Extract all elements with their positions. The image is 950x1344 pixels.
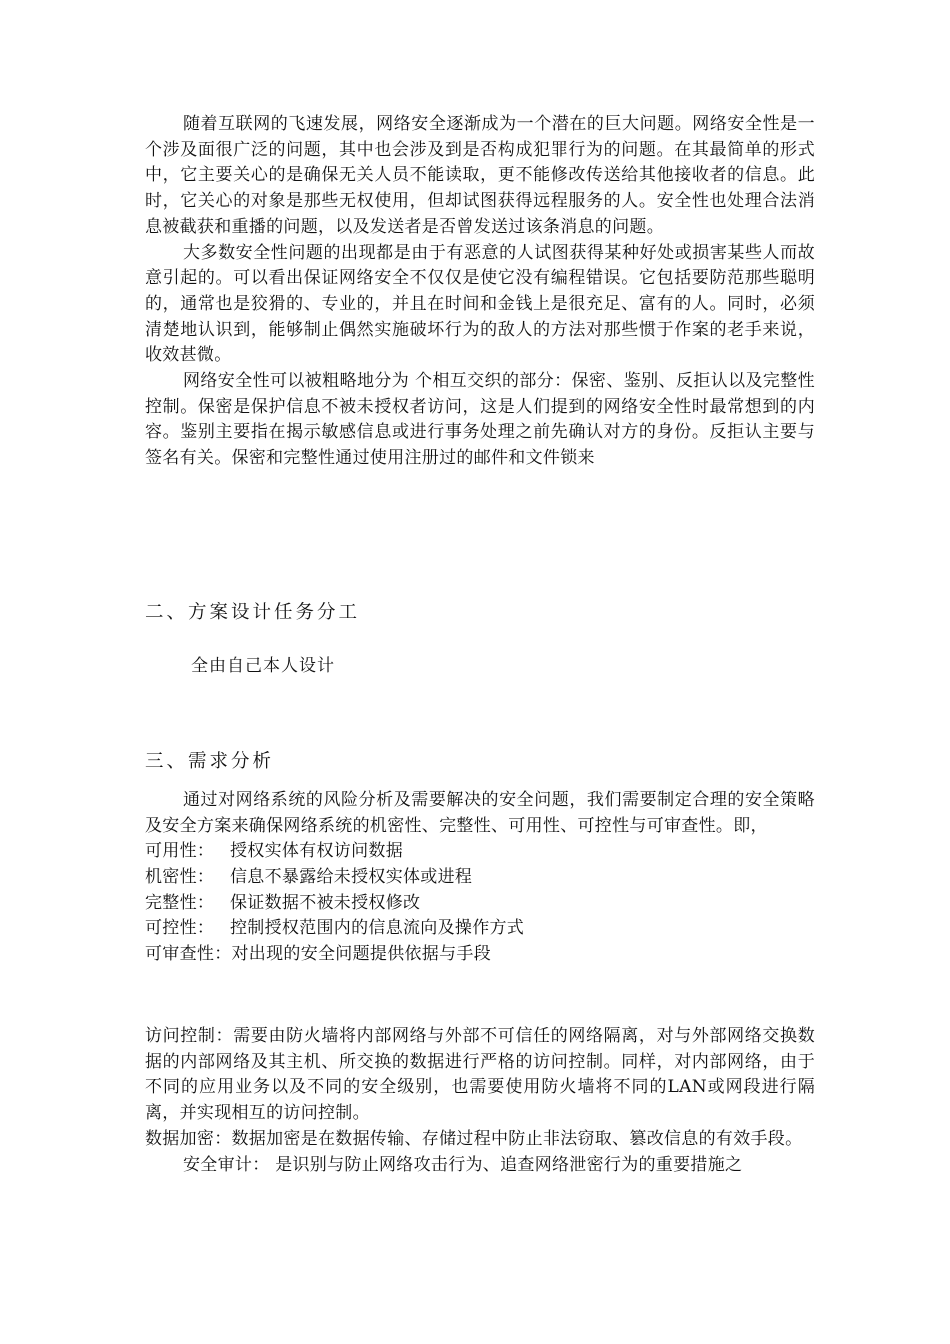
property-name: 可审查性： <box>145 944 232 965</box>
property-list <box>145 839 815 967</box>
audit-paragraph: 安全审计： 是识别与防止网络攻击行为、追查网络泄密行为的重要措施之 <box>183 1154 743 1175</box>
requirements-section <box>145 788 815 968</box>
property-name: 机密性： <box>145 867 215 888</box>
requirements-intro: 通过对网络系统的风险分析及需要解决的安全问题，我们需要制定合理的安全策略及安全方案来确保网络系统的机密性、完整性、可用性、可控性与可审查性。即， <box>145 790 815 836</box>
paragraph-1: 随着互联网的飞速发展，网络安全逐渐成为一个潜在的巨大问题。网络安全性是一个涉及面很广泛的问题，其中也会涉及到是否构成犯罪行为的问题。在其最简单的形式中，它主要关心的是确保无关人员不能读取，更不能修改传送给其他接收者的信息。此时，它关心的对象是那些无权使用，但却试图获得远程服务的人。安全性也处理合法消息被截获和重播的问题，以及发送者是否曾发送过该条消息的问题。 <box>145 114 815 237</box>
property-desc: 信息不暴露给未授权实体或进程 <box>230 867 473 888</box>
paragraph-2: 大多数安全性问题的出现都是由于有恶意的人试图获得某种好处或损害某些人而故意引起的。可以看出保证网络安全不仅仅是使它没有编程错误。它包括要防范那些聪明的，通常也是狡猾的、专业的，并且在时间和金钱上是很充足、富有的人。同时，必须清楚地认识到，能够制止偶然实施破坏行为的敌人的方法对那些惯于作案的老手来说，收效甚微。 <box>145 242 815 366</box>
task-division-text: 全由自己本人设计 <box>191 656 335 676</box>
property-desc: 保证数据不被未授权修改 <box>230 892 421 913</box>
section-heading-task-division: 二、方案设计任务分工 <box>145 602 361 623</box>
property-desc: 控制授权范围内的信息流向及操作方式 <box>230 918 525 939</box>
list-item <box>145 891 815 917</box>
list-item <box>145 916 815 942</box>
access-control-paragraph: 访问控制：需要由防火墙将内部网络与外部不可信任的网络隔离，对与外部网络交换数据的内部网络及其主机、所交换的数据进行严格的访问控制。同样，对内部网络，由于不同的应用业务以及不同的安全级别，也需要使用防火墙将不同的LAN或网段进行隔离，并实现相互的访问控制。 <box>145 1026 815 1124</box>
requirements-details <box>145 1024 815 1178</box>
property-desc: 对出现的安全问题提供依据与手段 <box>231 944 491 965</box>
property-name: 完整性： <box>145 892 215 913</box>
list-item <box>145 942 815 968</box>
list-item <box>145 839 815 865</box>
section-heading-requirements: 三、需求分析 <box>145 751 275 772</box>
intro-section <box>145 112 815 472</box>
list-item <box>145 865 815 891</box>
property-name: 可用性： <box>145 841 215 862</box>
property-name: 可控性： <box>145 918 215 939</box>
property-desc: 授权实体有权访问数据 <box>230 841 403 862</box>
paragraph-3: 网络安全性可以被粗略地分为 个相互交织的部分：保密、鉴别、反拒认以及完整性控制。保密是保护信息不被未授权者访问，这是人们提到的网络安全性时最常想到的内容。鉴别主要指在揭示敏感信息或进行事务处理之前先确认对方的身份。反拒认主要与签名有关。保密和完整性通过使用注册过的邮件和文件锁来 <box>145 371 815 469</box>
encryption-paragraph: 数据加密：数据加密是在数据传输、存储过程中防止非法窃取、篡改信息的有效手段。 <box>145 1128 803 1149</box>
